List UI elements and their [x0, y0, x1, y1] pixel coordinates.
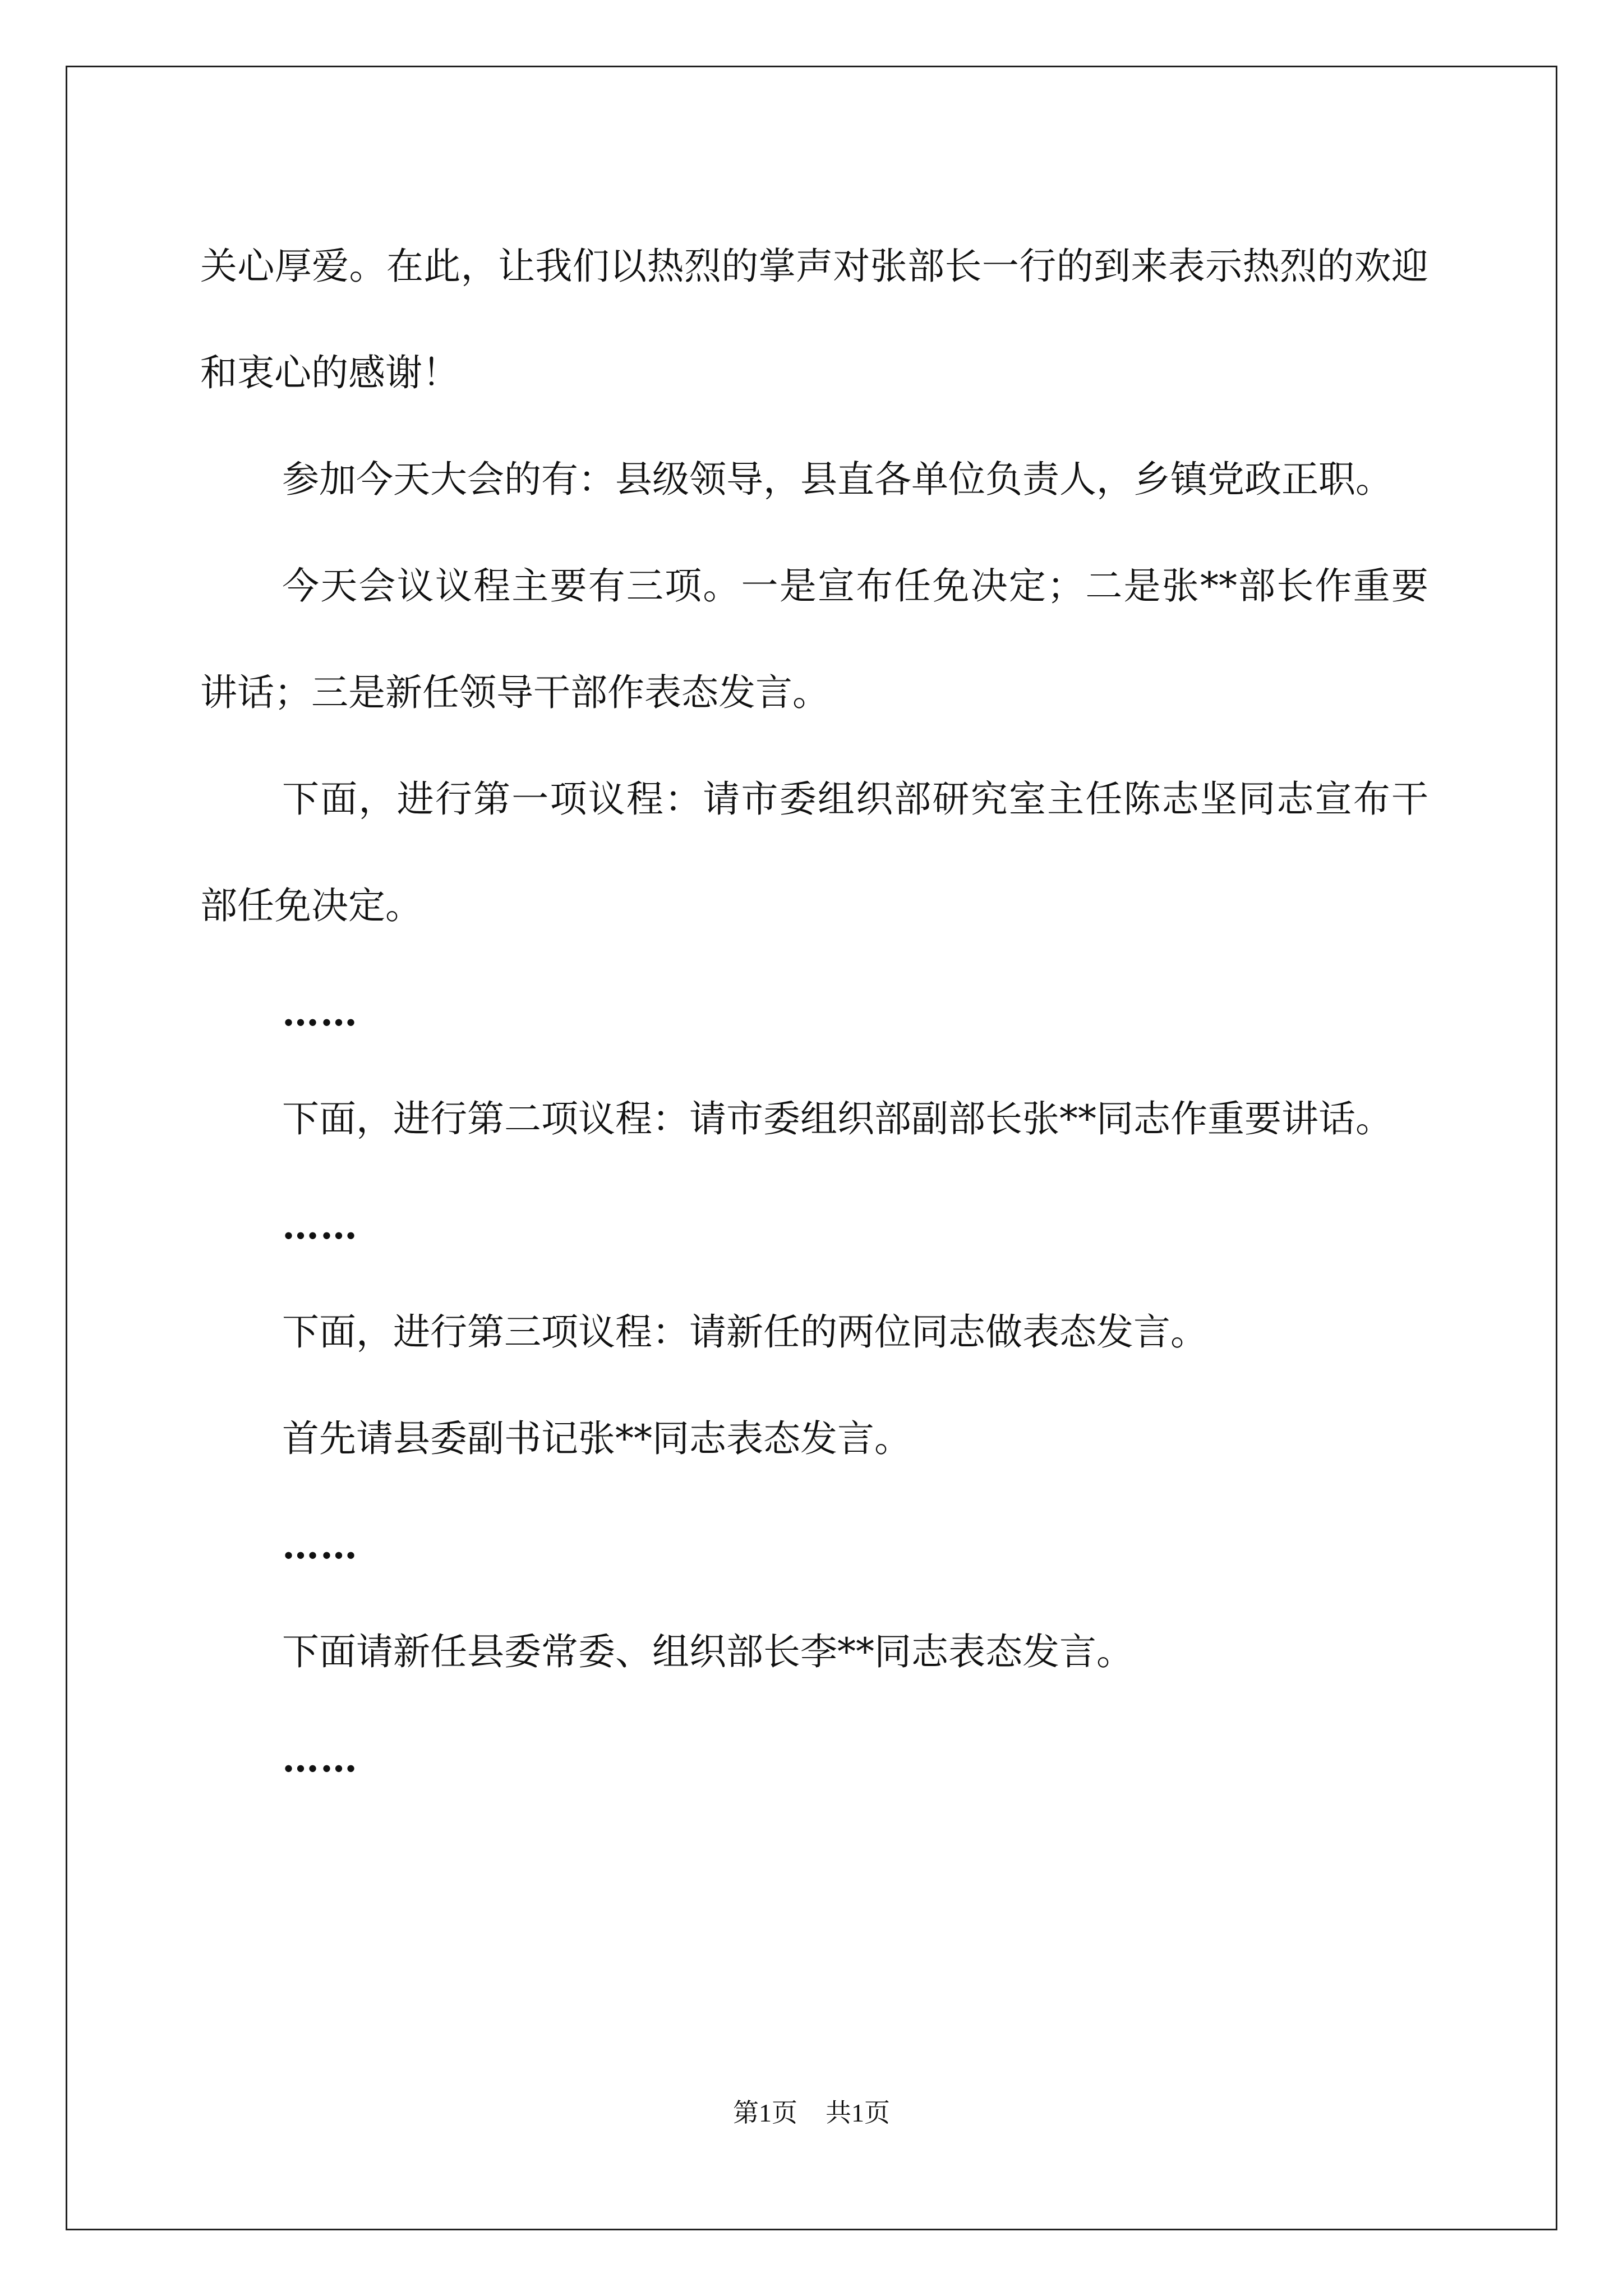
paragraph: 下面，进行第三项议程：请新任的两位同志做表态发言。: [282, 1310, 1207, 1354]
page-number: 第1页: [733, 2099, 797, 2127]
paragraph: 下面，进行第二项议程：请市委组织部副部长张**同志作重要讲话。: [282, 1097, 1393, 1140]
paragraph: 下面，进行第一项议程：请市委组织部研究室主任陈志坚同志宣布干部任免决定。: [200, 777, 1428, 927]
ellipsis-line: ……: [282, 1737, 358, 1780]
paragraph: 下面请新任县委常委、组织部长李**同志表态发言。: [282, 1630, 1133, 1673]
paragraph: 关心厚爱。在此，让我们以热烈的掌声对张部长一行的到来表示热烈的欢迎和衷心的感谢！: [200, 245, 1428, 394]
ellipsis-line: ……: [282, 1524, 358, 1567]
ellipsis-line: ……: [282, 991, 358, 1034]
paragraph: 参加今天大会的有：县级领导，县直各单位负责人，乡镇党政正职。: [282, 458, 1393, 501]
page-footer: [0, 2092, 1623, 2129]
ellipsis-line: ……: [282, 1204, 358, 1248]
page-total: 共1页: [826, 2099, 890, 2127]
document-body: [200, 213, 1428, 1812]
paragraph: 今天会议议程主要有三项。一是宣布任免决定；二是张**部长作重要讲话；三是新任领导干部作表态发言。: [200, 564, 1428, 714]
paragraph: 首先请县委副书记张**同志表态发言。: [282, 1417, 911, 1460]
